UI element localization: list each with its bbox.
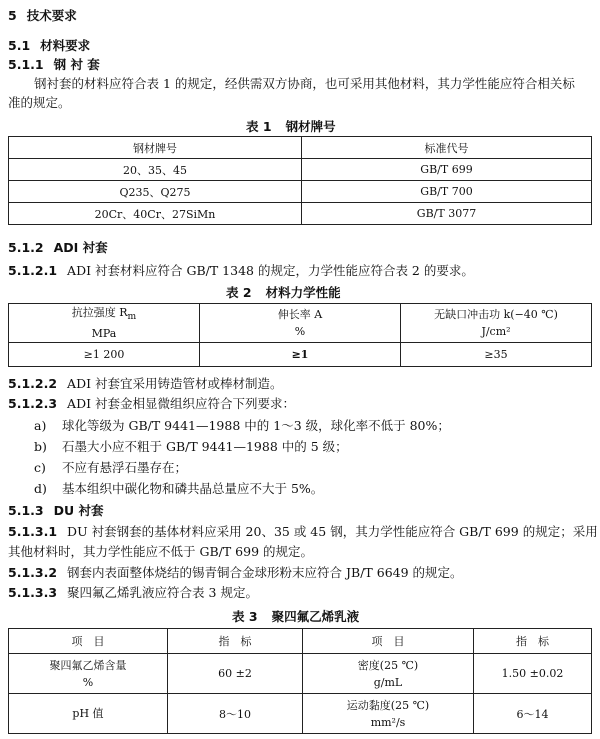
header-name: 无缺口冲击功 k(−40 ℃)	[434, 308, 558, 322]
clause-text: 钢套内表面整体烧结的锡青铜合金球形粉末应符合 JB/T 6649 的规定。	[67, 565, 463, 580]
table-cell	[9, 694, 168, 734]
paragraph-5-1-2-2	[8, 374, 283, 392]
table-cell: ≥1 200	[9, 343, 200, 367]
table-cell: 60 ±2	[168, 654, 303, 694]
list-text: 基本组织中碳化物和磷共晶总量应不大于 5%。	[62, 481, 324, 496]
list-marker: a)	[34, 418, 47, 433]
table-header-cell: 项 目	[303, 629, 474, 654]
table-cell	[303, 694, 474, 734]
table3-caption	[232, 607, 359, 625]
table-header-cell: 标准代号	[302, 137, 592, 159]
table2-caption	[226, 283, 341, 301]
table-cell: GB/T 700	[302, 181, 592, 203]
clause-text: ADI 衬套宜采用铸造管材或棒材制造。	[67, 376, 283, 391]
paragraph-5-1-1-line2: 准的规定。	[8, 95, 71, 110]
list-marker: c)	[34, 460, 46, 475]
table-header-cell: 指 标	[168, 629, 303, 654]
header-subscript: m	[127, 311, 137, 323]
list-item	[34, 479, 323, 497]
table-header-row	[9, 629, 592, 654]
caption-number: 表 2	[226, 285, 252, 300]
table-header-cell	[9, 304, 200, 343]
list-marker: b)	[34, 439, 47, 454]
section-number: 5.1.1	[8, 57, 44, 72]
section-title: ADI 衬套	[53, 240, 108, 255]
clause-number: 5.1.2.1	[8, 263, 58, 278]
table-cell: GB/T 699	[302, 159, 592, 181]
table-cell	[9, 654, 168, 694]
list-item	[34, 416, 450, 434]
table-cell: 20Cr、40Cr、27SiMn	[9, 203, 302, 225]
table-header-cell	[401, 304, 592, 343]
section-number: 5.1	[8, 38, 31, 53]
header-name: 抗拉强度 R	[71, 306, 128, 319]
list-marker: d)	[34, 481, 47, 496]
clause-text: ADI 衬套材料应符合 GB/T 1348 的规定，力学性能应符合表 2 的要求。	[67, 263, 474, 278]
section-number: 5.1.3	[8, 503, 44, 518]
table-header-row	[9, 137, 592, 159]
list-item	[34, 458, 187, 476]
section-5-1-1-heading	[8, 55, 100, 73]
table-header-cell	[200, 304, 401, 343]
table-row	[9, 203, 592, 225]
item-unit: %	[82, 675, 94, 689]
table-cell: 20、35、45	[9, 159, 302, 181]
table-row	[9, 343, 592, 367]
table-cell: 6～14	[474, 694, 592, 734]
table-cell: GB/T 3077	[302, 203, 592, 225]
item-name: 聚四氟乙烯含量	[49, 658, 127, 672]
table1	[8, 136, 592, 225]
caption-title: 聚四氟乙烯乳液	[271, 609, 360, 624]
table-row	[9, 654, 592, 694]
section-5-1-heading	[8, 36, 90, 54]
section-5-1-2-heading	[8, 238, 108, 256]
item-name: pH 值	[72, 707, 104, 720]
clause-text: ADI 衬套金相显微组织应符合下列要求：	[67, 396, 296, 411]
section-title: 材料要求	[40, 38, 91, 53]
paragraph-5-1-3-3	[8, 583, 258, 601]
paragraph-5-1-1-line1: 钢衬套的材料应符合表 1 的规定，经供需双方协商，也可采用其他材料，其力学性能应符合相关标	[34, 76, 575, 91]
section-5-heading	[8, 6, 77, 24]
table-row	[9, 694, 592, 734]
item-name: 运动黏度(25 ℃)	[346, 698, 430, 712]
clause-number: 5.1.3.1	[8, 524, 58, 539]
table-header-row	[9, 304, 592, 343]
caption-number: 表 3	[232, 609, 258, 624]
paragraph-5-1-2-3	[8, 394, 295, 412]
table-cell	[303, 654, 474, 694]
table-header-cell: 钢材牌号	[9, 137, 302, 159]
caption-title: 钢材牌号	[285, 119, 336, 134]
clause-number: 5.1.3.3	[8, 585, 58, 600]
table-cell: ≥1	[200, 343, 401, 367]
paragraph-5-1-3-2	[8, 563, 463, 581]
header-unit: J/cm²	[481, 325, 511, 339]
list-text: 石墨大小应不粗于 GB/T 9441—1988 中的 5 级；	[62, 439, 348, 454]
list-text: 不应有悬浮石墨存在；	[62, 460, 188, 475]
clause-number: 5.1.3.2	[8, 565, 58, 580]
section-5-1-3-heading	[8, 501, 103, 519]
table-cell: Q235、Q275	[9, 181, 302, 203]
table-row	[9, 181, 592, 203]
list-item	[34, 437, 348, 455]
table1-caption	[246, 117, 336, 135]
table-row	[9, 159, 592, 181]
clause-number: 5.1.2.3	[8, 396, 58, 411]
table-cell: 1.50 ±0.02	[474, 654, 592, 694]
section-number: 5.1.2	[8, 240, 44, 255]
paragraph-5-1-3-1-line2: 其他材料时，其力学性能应不低于 GB/T 699 的规定。	[8, 544, 313, 559]
clause-text: 聚四氟乙烯乳液应符合表 3 规定。	[67, 585, 258, 600]
item-unit: g/mL	[373, 675, 403, 689]
clause-number: 5.1.2.2	[8, 376, 58, 391]
header-unit: %	[294, 325, 306, 339]
section-number: 5	[8, 8, 17, 23]
table-cell: ≥35	[401, 343, 592, 367]
section-title: 技术要求	[26, 8, 77, 23]
paragraph-5-1-3-1	[8, 522, 598, 540]
section-title: DU 衬套	[53, 503, 104, 518]
caption-title: 材料力学性能	[265, 285, 341, 300]
paragraph-5-1-2-1	[8, 261, 474, 279]
item-name: 密度(25 ℃)	[357, 658, 419, 672]
header-name: 伸长率 A	[277, 308, 323, 322]
header-unit: MPa	[91, 327, 117, 341]
clause-text: DU 衬套钢套的基体材料应采用 20、35 或 45 钢，其力学性能应符合 GB/T 699 的规定；采用	[67, 524, 598, 539]
list-text: 球化等级为 GB/T 9441—1988 中的 1～3 级，球化率不低于 80%；	[62, 418, 450, 433]
item-unit: mm²/s	[370, 715, 406, 729]
caption-number: 表 1	[246, 119, 272, 134]
table-header-cell: 指 标	[474, 629, 592, 654]
table2	[8, 303, 592, 367]
table3	[8, 628, 592, 734]
table-header-cell: 项 目	[9, 629, 168, 654]
table-cell: 8～10	[168, 694, 303, 734]
section-title: 钢 衬 套	[53, 57, 100, 72]
